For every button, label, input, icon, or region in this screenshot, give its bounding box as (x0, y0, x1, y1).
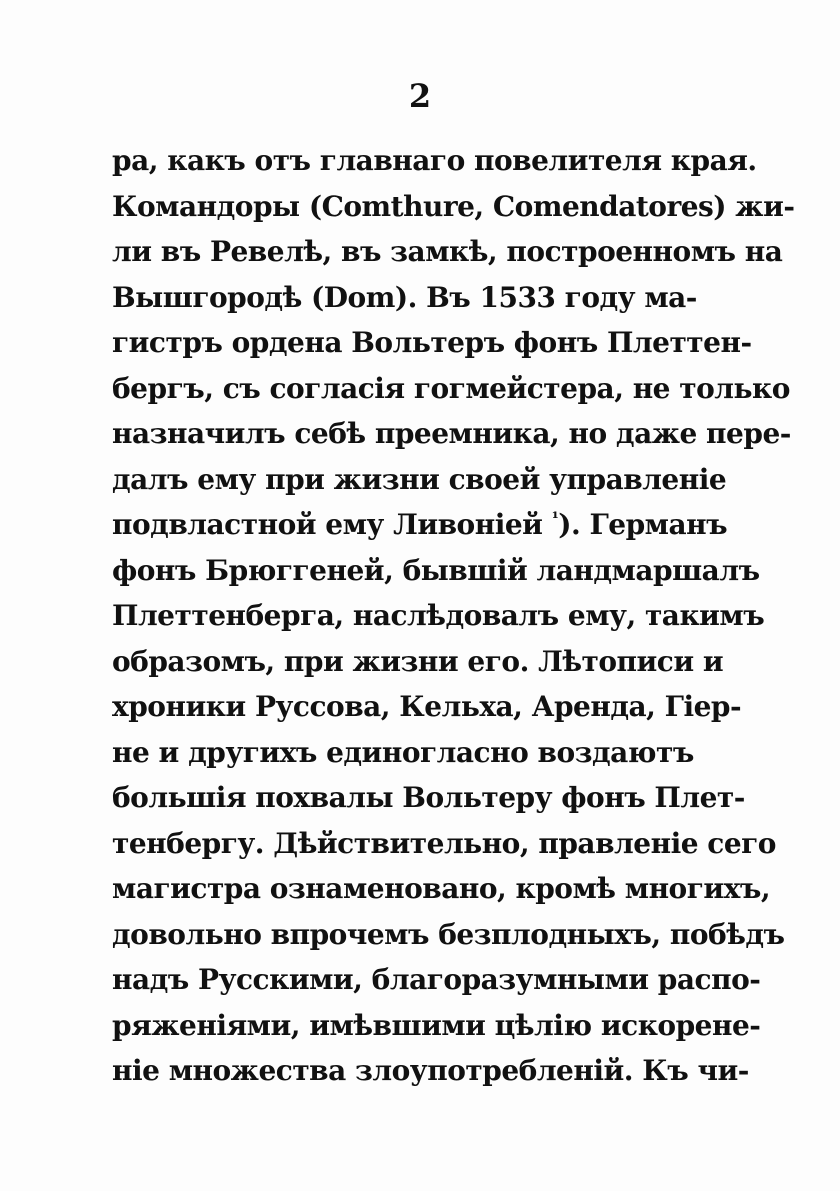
footnote-reference: ¹ (551, 508, 559, 528)
text-line: далъ ему при жизни своей управленіе (112, 462, 727, 496)
text-line-with-footnote (112, 502, 728, 548)
text-line-head: подвластной ему Ливоніей (112, 508, 543, 541)
text-line: Плеттенберга, наслѣдовалъ ему, такимъ (112, 599, 765, 632)
text-line: бергъ, съ согласія гогмейстера, не только (112, 371, 790, 405)
text-line: ра, какъ отъ главнаго повелителя края. (112, 144, 757, 177)
text-line: назначилъ себѣ преемника, но даже пере- (112, 417, 791, 450)
text-line: не и другихъ единогласно воздаютъ (112, 735, 694, 769)
text-line: гистръ ордена Вольтеръ фонъ Плеттен- (112, 326, 752, 359)
text-line-tail: ). Германъ (558, 508, 728, 541)
text-line: магистра ознаменовано, кромѣ многихъ, (112, 872, 771, 905)
text-line: ніе множества злоупотребленій. Къ чи- (112, 1054, 749, 1087)
page-number: 2 (408, 77, 432, 115)
text-line: большія похвалы Вольтеру фонъ Плет- (112, 781, 745, 814)
text-line: Командоры (Comthure, Comendatores) жи- (112, 189, 795, 223)
text-line: надъ Русскими, благоразумными распо- (112, 963, 761, 996)
text-line: ряженіями, имѣвшими цѣлію искорене- (112, 1008, 761, 1042)
text-line: ли въ Ревелѣ, въ замкѣ, построенномъ на (112, 235, 783, 268)
text-line: тенбергу. Дѣйствительно, правленіе сего (112, 826, 776, 860)
text-line: хроники Руссова, Кельха, Аренда, Гіер- (112, 690, 742, 723)
text-line: образомъ, при жизни его. Лѣтописи и (112, 644, 724, 678)
text-line: Вышгородѣ (Dom). Въ 1533 году ма- (112, 280, 697, 314)
text-line: фонъ Брюггеней, бывшій ландмаршалъ (112, 553, 760, 587)
text-line: довольно впрочемъ безплодныхъ, побѣдъ (112, 917, 785, 951)
body-text (112, 138, 795, 1094)
